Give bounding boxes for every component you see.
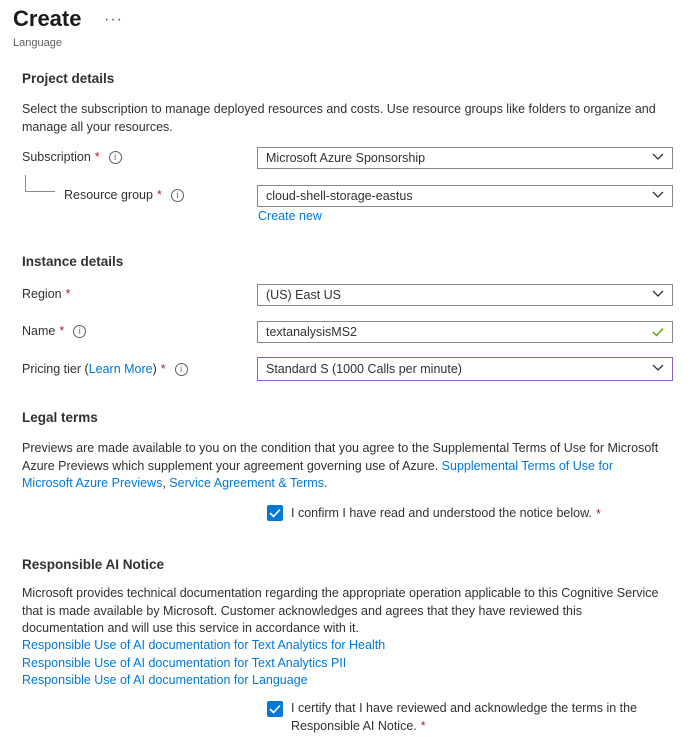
chevron-down-icon (652, 364, 664, 372)
pricing-label-suffix: ) (152, 362, 157, 376)
service-agreement-link[interactable]: Service Agreement & Terms (169, 476, 324, 490)
subscription-label (22, 150, 122, 164)
name-value: textanalysisMS2 (266, 325, 358, 339)
responsible-ai-heading: Responsible AI Notice (22, 557, 165, 572)
legal-confirm-checkbox[interactable] (267, 505, 283, 521)
info-icon[interactable]: i (109, 151, 122, 164)
certify-line-2: Responsible AI Notice. (291, 718, 417, 733)
required-marker: * (94, 150, 100, 164)
region-value: (US) East US (266, 288, 342, 302)
project-details-heading: Project details (22, 71, 115, 86)
responsible-ai-text: Microsoft provides technical documentation regarding the appropriate operation applicable to this Cognitive Service that is made available by Microsoft. Customer acknowledges and agrees that they have reviewed this documentation and will use this service in accordance with it. (22, 586, 659, 635)
region-select[interactable] (257, 284, 673, 306)
required-marker: * (65, 287, 71, 301)
tree-connector (25, 175, 26, 191)
name-label (22, 324, 86, 338)
certify-line-2-row (291, 718, 637, 736)
pricing-label-prefix: Pricing tier ( (22, 362, 89, 376)
responsible-ai-links (22, 637, 385, 690)
name-label-text: Name (22, 324, 56, 338)
page-subtitle: Language (13, 37, 62, 49)
region-label (22, 287, 71, 301)
certify-checkbox-row[interactable] (267, 700, 637, 735)
subscription-value: Microsoft Azure Sponsorship (266, 151, 426, 165)
certify-checkbox[interactable] (267, 701, 283, 717)
page-title: Create (13, 6, 82, 31)
legal-confirm-checkbox-row[interactable] (267, 505, 601, 521)
checkmark-icon (269, 508, 281, 518)
certify-line-1: I certify that I have reviewed and acknowledge the terms in the (291, 701, 638, 715)
legal-end: . (323, 476, 328, 490)
resource-group-select[interactable] (257, 185, 673, 207)
required-marker: * (156, 188, 162, 202)
chevron-down-icon (652, 290, 664, 298)
legal-terms-body: Previews are made available to you on the condition that you agree to the Supplemental Terms of Use for Microsoft Azure Previews which supplement your agreement governing use of Azure. (22, 441, 659, 473)
resource-group-label (64, 188, 184, 202)
subscription-label-text: Subscription (22, 150, 91, 164)
checkmark-icon (269, 704, 281, 714)
supplemental-terms-link[interactable]: Supplemental Terms of Use for Microsoft Azure Previews (22, 458, 614, 490)
pricing-tier-label (22, 362, 188, 376)
required-marker: * (59, 324, 65, 338)
name-input[interactable] (257, 321, 673, 343)
required-marker: * (595, 505, 601, 521)
resource-group-label-text: Resource group (64, 188, 153, 202)
more-options-icon[interactable]: ··· (104, 11, 123, 28)
info-icon[interactable]: i (73, 325, 86, 338)
info-icon[interactable]: i (175, 363, 188, 376)
instance-details-heading: Instance details (22, 254, 124, 269)
create-new-link[interactable]: Create new (258, 209, 322, 223)
info-icon[interactable]: i (171, 189, 184, 202)
legal-separator: , (162, 476, 170, 490)
tree-connector-horizontal (25, 191, 55, 192)
legal-terms-text (22, 440, 662, 493)
subscription-select[interactable] (257, 147, 673, 169)
required-marker: * (160, 362, 166, 376)
chevron-down-icon (652, 191, 664, 199)
resource-group-value: cloud-shell-storage-eastus (266, 189, 413, 203)
chevron-down-icon (652, 153, 664, 161)
project-details-description: Select the subscription to manage deployed resources and costs. Use resource groups like folders to organize and manage all your resources. (22, 102, 656, 134)
required-marker: * (420, 718, 426, 733)
legal-terms-heading: Legal terms (22, 410, 98, 425)
certify-label (291, 700, 637, 735)
legal-confirm-label: I confirm I have read and understood the notice below. (291, 506, 592, 520)
doc-link-text-analytics-pii[interactable]: Responsible Use of AI documentation for Text Analytics PII (22, 655, 347, 670)
region-label-text: Region (22, 287, 62, 301)
pricing-tier-value: Standard S (1000 Calls per minute) (266, 362, 462, 376)
doc-link-text-analytics-health[interactable]: Responsible Use of AI documentation for Text Analytics for Health (22, 638, 386, 652)
doc-link-language[interactable]: Responsible Use of AI documentation for Language (22, 673, 308, 687)
checkmark-icon (652, 327, 664, 337)
pricing-tier-select[interactable] (257, 357, 673, 381)
learn-more-link[interactable]: Learn More (88, 362, 153, 376)
